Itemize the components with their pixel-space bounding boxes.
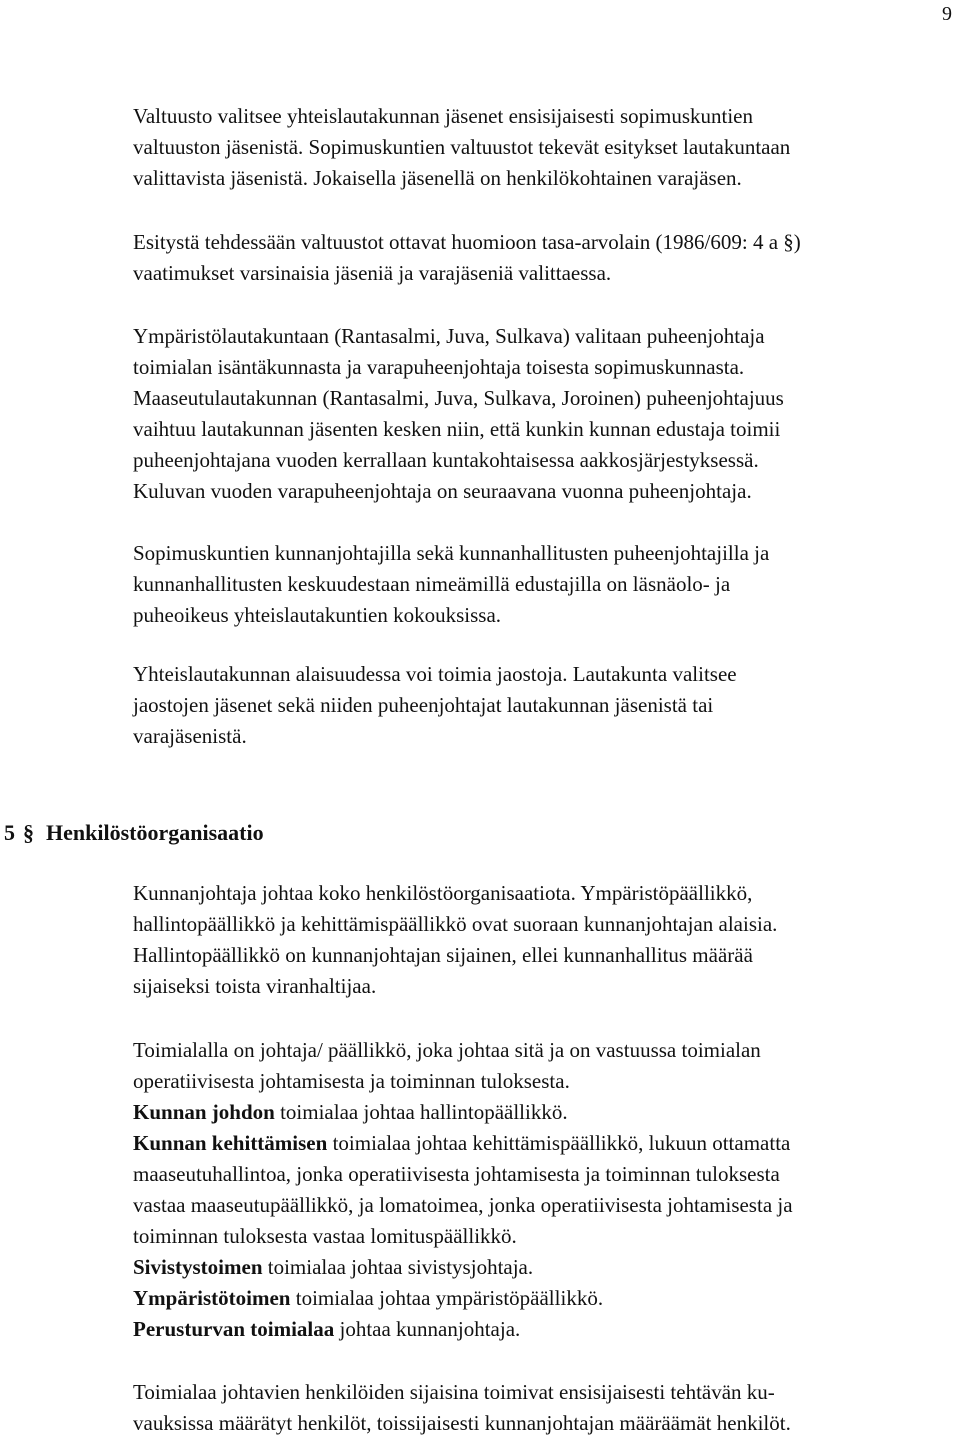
paragraph-attendance-rights	[133, 538, 948, 631]
text-line: Yhteislautakunnan alaisuudessa voi toimia jaostoja. Lautakunta valitsee	[133, 662, 737, 686]
text-line: puheoikeus yhteislautakuntien kokouksissa.	[133, 603, 502, 627]
department-sivistystoimen	[133, 1252, 948, 1283]
paragraph-committees-chair	[133, 321, 948, 507]
section-number: 5	[4, 820, 15, 845]
department-name: Kunnan johdon	[133, 1100, 275, 1124]
section-heading	[4, 818, 264, 848]
text-line: kunnanhallitusten keskuudestaan nimeämillä edustajilla on läsnäolo- ja	[133, 572, 731, 596]
section-sign: §	[23, 820, 34, 845]
department-description: toimialaa johtaa sivistysjohtaja.	[262, 1255, 534, 1279]
text-line: toimialan isäntäkunnasta ja varapuheenjohtaja toisesta sopimuskunnasta.	[133, 355, 745, 379]
department-name: Kunnan kehittämisen	[133, 1131, 328, 1155]
department-ymparistotoimen	[133, 1283, 948, 1314]
department-kunnan-kehittamisen	[133, 1128, 948, 1159]
text-line: vaatimukset varsinaisia jäseniä ja varajäseniä valittaessa.	[133, 261, 612, 285]
paragraph-council-election	[133, 101, 948, 194]
text-line: Toimialaa johtavien henkilöiden sijaisina toimivat ensisijaisesti tehtävän ku-	[133, 1380, 775, 1404]
text-line: Kuluvan vuoden varapuheenjohtaja on seuraavana vuonna puheenjohtaja.	[133, 479, 752, 503]
paragraph-department-heads	[133, 1035, 948, 1345]
text-line: varajäsenistä.	[133, 724, 247, 748]
text-line: jaostojen jäsenet sekä niiden puheenjohtajat lautakunnan jäsenistä tai	[133, 693, 714, 717]
department-perusturvan	[133, 1314, 948, 1345]
section-title: Henkilöstöorganisaatio	[46, 820, 264, 845]
text-line: vaihtuu lautakunnan jäsenten kesken niin, että kunkin kunnan edustaja toimii	[133, 417, 781, 441]
text-line: Kunnanjohtaja johtaa koko henkilöstöorganisaatiota. Ympäristöpäällikkö,	[133, 881, 753, 905]
text-line: vauksissa määrätyt henkilöt, toissijaisesti kunnanjohtajan määräämät henkilöt.	[133, 1411, 791, 1435]
text-line: valtuuston jäsenistä. Sopimuskuntien valtuustot tekevät esitykset lautakuntaan	[133, 135, 791, 159]
text-line: vastaa maaseutupäällikkö, ja lomatoimea, jonka operatiivisesta johtamisesta ja	[133, 1193, 793, 1217]
department-description: toimialaa johtaa ympäristöpäällikkö.	[290, 1286, 604, 1310]
text-line: toiminnan tuloksesta vastaa lomituspäällikkö.	[133, 1224, 517, 1248]
text-line: Ympäristölautakuntaan (Rantasalmi, Juva, Sulkava) valitaan puheenjohtaja	[133, 324, 765, 348]
paragraph-substitutes	[133, 1377, 948, 1439]
text-line: Hallintopäällikkö on kunnanjohtajan sijainen, ellei kunnanhallitus määrää	[133, 943, 753, 967]
paragraph-divisions	[133, 659, 948, 752]
department-name: Perusturvan toimialaa	[133, 1317, 335, 1341]
text-line: sijaiseksi toista viranhaltijaa.	[133, 974, 377, 998]
department-description: johtaa kunnanjohtaja.	[334, 1317, 521, 1341]
department-kunnan-johdon	[133, 1097, 948, 1128]
text-line: hallintopäällikkö ja kehittämispäällikkö ovat suoraan kunnanjohtajan alaisia.	[133, 912, 778, 936]
department-description: toimialaa johtaa hallintopäällikkö.	[274, 1100, 568, 1124]
text-line: Toimialalla on johtaja/ päällikkö, joka johtaa sitä ja on vastuussa toimialan	[133, 1038, 761, 1062]
paragraph-equality-law	[133, 227, 948, 289]
department-name: Sivistystoimen	[133, 1255, 263, 1279]
paragraph-staff-organisation	[133, 878, 948, 1002]
text-line: Valtuusto valitsee yhteislautakunnan jäsenet ensisijaisesti sopimuskuntien	[133, 104, 753, 128]
text-line: puheenjohtajana vuoden kerrallaan kuntakohtaisessa aakkosjärjestyksessä.	[133, 448, 759, 472]
text-line: Maaseutulautakunnan (Rantasalmi, Juva, Sulkava, Joroinen) puheenjohtajuus	[133, 386, 784, 410]
text-line: Esitystä tehdessään valtuustot ottavat huomioon tasa-arvolain (1986/609: 4 a §)	[133, 230, 801, 254]
text-line: maaseutuhallintoa, jonka operatiivisesta johtamisesta ja toiminnan tuloksesta	[133, 1162, 780, 1186]
department-name: Ympäristötoimen	[133, 1286, 291, 1310]
page-number: 9	[942, 3, 952, 25]
text-line: Sopimuskuntien kunnanjohtajilla sekä kunnanhallitusten puheenjohtajilla ja	[133, 541, 770, 565]
text-line: valittavista jäsenistä. Jokaisella jäsenellä on henkilökohtainen varajäsen.	[133, 166, 742, 190]
text-line: operatiivisesta johtamisesta ja toiminnan tuloksesta.	[133, 1069, 570, 1093]
department-description: toimialaa johtaa kehittämispäällikkö, lukuun ottamatta	[327, 1131, 791, 1155]
